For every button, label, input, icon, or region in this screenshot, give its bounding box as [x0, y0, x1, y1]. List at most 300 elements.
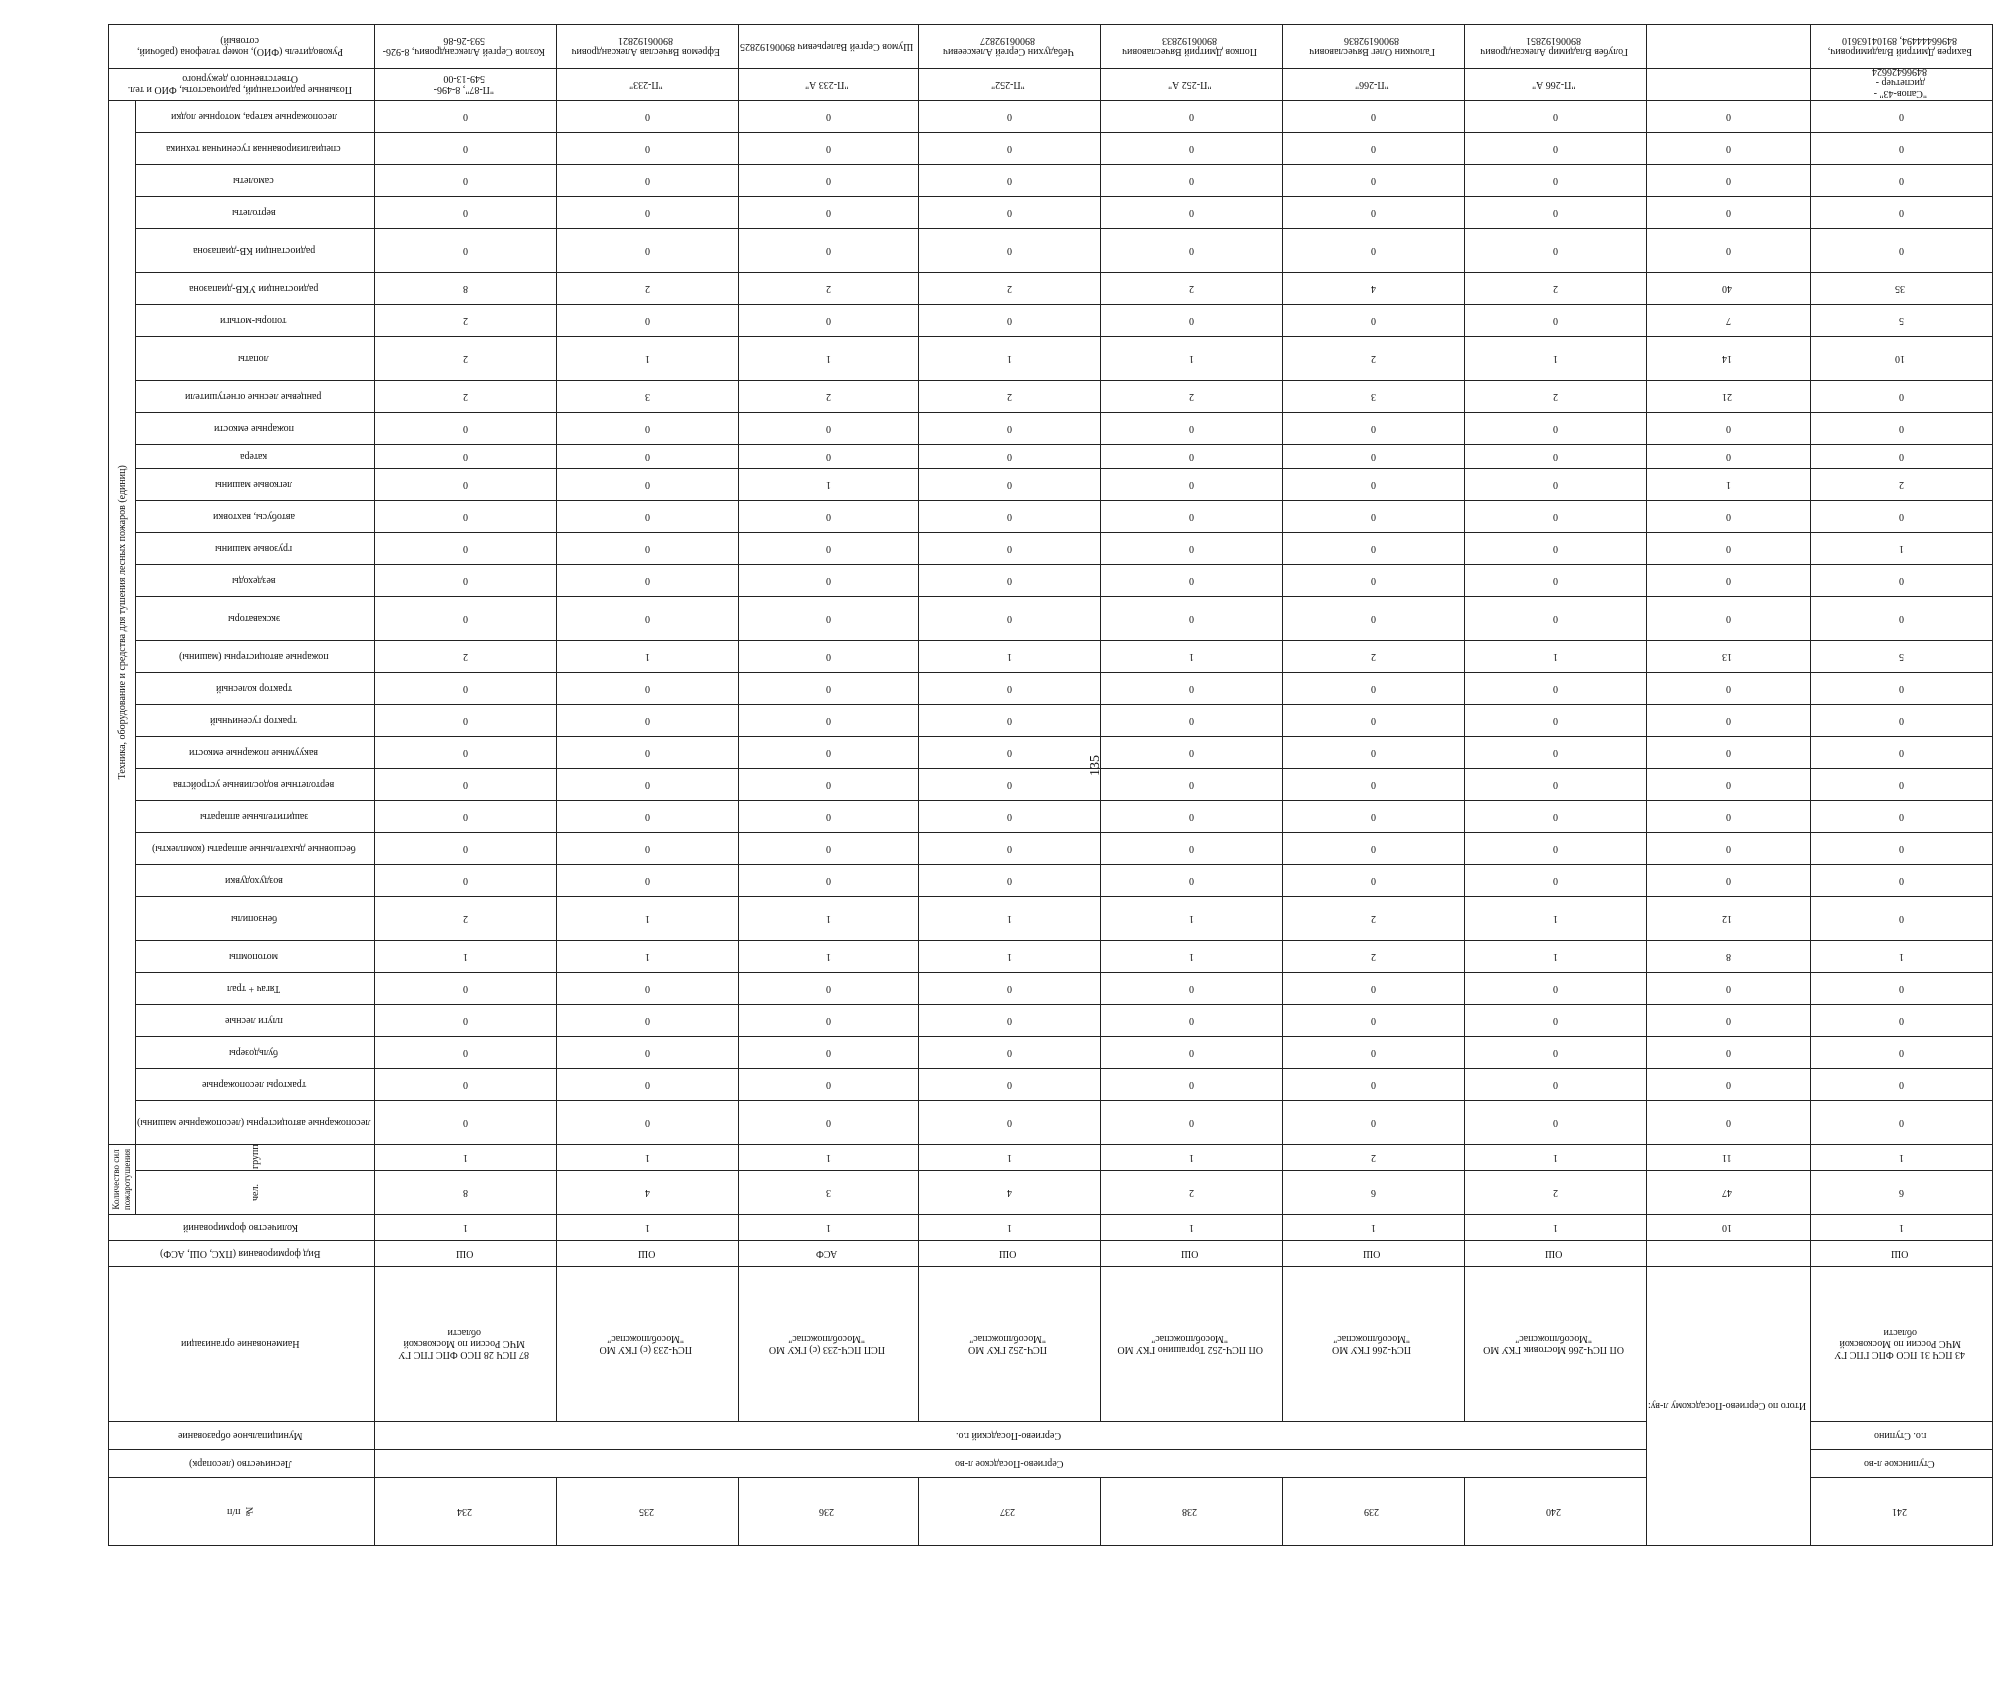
cell-tech-6	[1810, 896, 1992, 940]
cell-text: 0	[825, 842, 831, 854]
cell-tech-10	[1810, 768, 1992, 800]
cell-tech-14	[918, 640, 1100, 672]
cell-text: 0	[825, 574, 831, 586]
cell-text: 14	[1721, 352, 1732, 364]
cell-tech-26	[1282, 228, 1464, 272]
cell-text: 0	[1898, 982, 1904, 994]
cell-text: 0	[1006, 244, 1012, 256]
cell-tech-1	[918, 1068, 1100, 1100]
cell-tech-25	[1282, 272, 1464, 304]
cell-text: 0	[463, 612, 469, 624]
cell-tech-10	[1282, 768, 1464, 800]
cell-text: 1	[645, 650, 651, 662]
cell-text: 1	[463, 1222, 469, 1233]
cell-tech-6	[918, 896, 1100, 940]
cell-text: ОШ	[637, 1248, 655, 1259]
cell-text: 2	[1188, 282, 1194, 294]
cell-tech-1	[1646, 1068, 1810, 1100]
cell-text: 0	[1188, 874, 1194, 886]
cell-tech-18	[1810, 500, 1992, 532]
cell-text: 1	[1188, 912, 1194, 924]
cell-vid	[918, 1241, 1100, 1267]
cell-text: 0	[1370, 982, 1376, 994]
cell-tech-19	[1100, 468, 1282, 500]
cell-text: 0	[1006, 450, 1012, 462]
cell-chel	[1282, 1171, 1464, 1215]
cell-tech-16	[918, 564, 1100, 596]
cell-radio	[918, 68, 1100, 100]
cell-text: ПСЧ-252 ГКУ МО "Мособлпожспас"	[968, 1333, 1048, 1355]
cell-tech-17	[1282, 532, 1464, 564]
cell-text: 0	[1370, 422, 1376, 434]
cell-text: 2	[1188, 1187, 1194, 1198]
cell-text: 0	[1552, 244, 1558, 256]
cell-text: 0	[1725, 244, 1731, 256]
cell-tech-6	[1464, 896, 1646, 940]
cell-tech-21	[1282, 412, 1464, 444]
cell-tech-17	[1810, 532, 1992, 564]
cell-text: 0	[825, 206, 831, 218]
cell-text: 0	[463, 574, 469, 586]
cell-text: 4	[645, 1187, 651, 1198]
cell-vid	[1464, 1241, 1646, 1267]
cell-tech-26	[1810, 228, 1992, 272]
cell-mun	[1810, 1422, 1992, 1450]
cell-text: 0	[1552, 612, 1558, 624]
header-chel: чел.	[136, 1171, 375, 1215]
cell-text: 2	[463, 352, 469, 364]
cell-text: 238	[1182, 1506, 1198, 1517]
cell-tech-16	[557, 564, 739, 596]
cell-text: 0	[1898, 612, 1904, 624]
cell-tech-12	[375, 704, 557, 736]
cell-text: 0	[645, 206, 651, 218]
cell-text: 0	[1188, 244, 1194, 256]
cell-text: 0	[1898, 874, 1904, 886]
header-tech-27: вертолеты	[136, 196, 375, 228]
cell-text: 0	[1370, 1078, 1376, 1090]
table-row	[1100, 0, 1282, 1546]
cell-radio	[375, 68, 557, 100]
cell-text: 0	[1552, 542, 1558, 554]
header-ruk: Руководитель (ФИО), номер телефона (рабочий, сотовый)	[109, 24, 375, 68]
cell-tech-1	[1464, 1068, 1646, 1100]
cell-tech-28	[375, 164, 557, 196]
cell-tech-28	[918, 164, 1100, 196]
cell-tech-22	[375, 380, 557, 412]
cell-text: "П-266"	[1354, 78, 1389, 90]
cell-org	[1100, 1267, 1282, 1422]
cell-text: 0	[825, 746, 831, 758]
cell-tech-26	[375, 228, 557, 272]
cell-tech-17	[918, 532, 1100, 564]
cell-tech-5	[918, 940, 1100, 972]
cell-text: 0	[1898, 110, 1904, 122]
cell-tech-17	[375, 532, 557, 564]
cell-text: 0	[825, 982, 831, 994]
cell-text: 0	[463, 422, 469, 434]
cell-text: 4	[1006, 1187, 1012, 1198]
cell-tech-11	[1810, 736, 1992, 768]
cell-tech-18	[1100, 500, 1282, 532]
cell-ruk	[1464, 24, 1646, 68]
cell-tech-7	[1282, 864, 1464, 896]
cell-tech-23	[1646, 336, 1810, 380]
cell-tech-13	[1100, 672, 1282, 704]
cell-tech-8	[918, 832, 1100, 864]
cell-text: ОШ	[1544, 1248, 1563, 1259]
cell-text: ОШ	[1180, 1248, 1199, 1259]
cell-tech-11	[557, 736, 739, 768]
cell-tech-1	[375, 1068, 557, 1100]
cell-text: 1	[1552, 352, 1558, 364]
cell-tech-16	[1464, 564, 1646, 596]
cell-text: 0	[825, 1116, 831, 1128]
cell-text: 47	[1721, 1187, 1732, 1198]
cell-tech-20	[918, 444, 1100, 468]
cell-text: 1	[1188, 950, 1194, 962]
cell-text: 1	[825, 1152, 831, 1163]
cell-text: 0	[1898, 912, 1904, 924]
cell-text: 1	[1006, 1222, 1012, 1233]
cell-text: 0	[463, 982, 469, 994]
cell-total-chel	[1646, 1171, 1810, 1215]
cell-text: 0	[1006, 542, 1012, 554]
cell-tech-19	[1810, 468, 1992, 500]
cell-text: 1	[1006, 1152, 1012, 1163]
cell-text: 0	[1725, 174, 1731, 186]
cell-tech-24	[1646, 304, 1810, 336]
cell-tech-2	[1282, 1036, 1464, 1068]
cell-tech-3	[1810, 1004, 1992, 1036]
cell-text: 0	[1725, 142, 1731, 154]
cell-tech-9	[918, 800, 1100, 832]
cell-text: 0	[463, 542, 469, 554]
cell-text: 1	[645, 352, 651, 364]
cell-text: 0	[1725, 510, 1731, 522]
cell-text: 0	[1188, 612, 1194, 624]
cell-num	[1464, 1478, 1646, 1546]
cell-text: 0	[645, 874, 651, 886]
header-tech-15: экскаваторы	[136, 596, 375, 640]
cell-text: 2	[1898, 478, 1904, 490]
cell-text: Ефремов Вячеслав Александрович 89006192821	[572, 35, 721, 58]
header-tech-8: бесшовные дыхательные аппараты (комплекты)	[136, 832, 375, 864]
header-tech-17: грузовые машины	[136, 532, 375, 564]
cell-text: 0	[1898, 142, 1904, 154]
cell-text: 239	[1364, 1506, 1380, 1517]
cell-tech-29	[1282, 132, 1464, 164]
cell-text: "П-233 А"	[805, 78, 849, 90]
cell-text: 0	[1725, 422, 1731, 434]
cell-tech-13	[1646, 672, 1810, 704]
cell-text: 43 ПСЧ 31 ПСО ФПС ГПС ГУ МЧС России по Московской области	[1834, 1327, 1965, 1361]
cell-tech-21	[1464, 412, 1646, 444]
cell-lesnichestvo	[1810, 1450, 1992, 1478]
cell-tech-23	[918, 336, 1100, 380]
cell-tech-11	[375, 736, 557, 768]
cell-text: 1	[463, 950, 469, 962]
cell-text: 0	[1552, 478, 1558, 490]
cell-tech-4	[1464, 972, 1646, 1004]
cell-text: 0	[1006, 110, 1012, 122]
cell-text: 0	[1725, 982, 1731, 994]
cell-text: 1	[1188, 1152, 1194, 1163]
table-row	[1464, 0, 1646, 1546]
header-tech-18: автобусы, вахтовки	[136, 500, 375, 532]
header-tech-13: трактор колесный	[136, 672, 375, 704]
cell-tech-6	[739, 896, 918, 940]
cell-text: 2	[463, 912, 469, 924]
cell-text: "П-252 А"	[1167, 78, 1212, 90]
cell-text: 0	[1188, 1046, 1194, 1058]
cell-text: 0	[1552, 1014, 1558, 1026]
cell-text: 0	[463, 810, 469, 822]
cell-tech-10	[375, 768, 557, 800]
cell-tech-30	[918, 100, 1100, 132]
cell-text: 1	[1552, 650, 1558, 662]
cell-tech-11	[1464, 736, 1646, 768]
cell-text: ПСЧ-233 (с) ГКУ МО "Мособлпожспас"	[600, 1333, 693, 1355]
cell-tech-23	[1810, 336, 1992, 380]
cell-tech-10	[557, 768, 739, 800]
cell-text: 0	[645, 982, 651, 994]
cell-grupp	[918, 1144, 1100, 1170]
cell-text: 0	[463, 244, 469, 256]
cell-tech-21	[739, 412, 918, 444]
cell-text: 0	[1725, 612, 1731, 624]
cell-tech-11	[1100, 736, 1282, 768]
cell-org	[557, 1267, 739, 1422]
cell-tech-4	[1646, 972, 1810, 1004]
cell-text: 0	[1898, 714, 1904, 726]
cell-tech-7	[1646, 864, 1810, 896]
cell-text: 0	[1552, 810, 1558, 822]
cell-text: 0	[1188, 574, 1194, 586]
cell-text: 3	[1370, 390, 1376, 402]
cell-text: 0	[1006, 1116, 1012, 1128]
cell-text: 1	[1552, 950, 1558, 962]
cell-text: Чебадухин Сергей Алексеевич 89006192827	[942, 35, 1074, 58]
header-tech-6: бензопилы	[136, 896, 375, 940]
cell-text: 0	[463, 1116, 469, 1128]
cell-tech-15	[1646, 596, 1810, 640]
cell-text: 0	[1898, 390, 1904, 402]
cell-tech-1	[739, 1068, 918, 1100]
cell-text: 0	[645, 842, 651, 854]
cell-text: Сергиево-Посадский г.о.	[956, 1430, 1062, 1441]
cell-text: 0	[1370, 1014, 1376, 1026]
header-tech-29: специализированная гусеничная техника	[136, 132, 375, 164]
cell-text: 0	[463, 746, 469, 758]
cell-tech-12	[1810, 704, 1992, 736]
header-tech-14: пожарные автоцистерны (машины)	[136, 640, 375, 672]
cell-text: 0	[1006, 612, 1012, 624]
cell-text: 1	[1898, 1152, 1904, 1163]
cell-text: 1	[1370, 1222, 1376, 1233]
cell-text: 0	[825, 422, 831, 434]
cell-tech-24	[918, 304, 1100, 336]
cell-text: 1	[825, 1222, 831, 1233]
cell-text: 0	[825, 510, 831, 522]
cell-tech-4	[557, 972, 739, 1004]
cell-text: 0	[1006, 314, 1012, 326]
cell-text: 1	[1552, 1222, 1558, 1233]
cell-text: 0	[1898, 682, 1904, 694]
cell-text: 1	[1725, 478, 1731, 490]
cell-text: "Сапов-43" - диспетчер - 84966426624	[1872, 65, 1928, 99]
cell-text: 35	[1894, 282, 1905, 294]
cell-text: 1	[1898, 1222, 1904, 1233]
cell-vid	[739, 1241, 918, 1267]
cell-tech-3	[739, 1004, 918, 1036]
cell-tech-29	[1464, 132, 1646, 164]
cell-tech-7	[375, 864, 557, 896]
cell-grupp	[375, 1144, 557, 1170]
cell-text: 0	[1552, 206, 1558, 218]
cell-tech-5	[739, 940, 918, 972]
cell-text: 0	[1725, 1014, 1731, 1026]
cell-text: 0	[1006, 982, 1012, 994]
header-tech-25: радиостанции УКВ-диапазона	[136, 272, 375, 304]
cell-tech-4	[918, 972, 1100, 1004]
cell-tech-28	[1646, 164, 1810, 196]
cell-text: 1	[645, 1152, 651, 1163]
cell-ruk	[557, 24, 739, 68]
cell-text: 0	[825, 142, 831, 154]
cell-text: 237	[1000, 1506, 1016, 1517]
cell-text: 6	[1370, 1187, 1376, 1198]
cell-chel	[1100, 1171, 1282, 1215]
cell-text: 0	[1006, 510, 1012, 522]
cell-tech-11	[918, 736, 1100, 768]
cell-text: 4	[1370, 282, 1376, 294]
cell-text: Козлов Сергей Александрович, 8-926-593-26-86	[383, 35, 546, 58]
cell-tech-14	[1810, 640, 1992, 672]
cell-text: 0	[825, 874, 831, 886]
cell-chel	[918, 1171, 1100, 1215]
cell-text: Шумов Сергей Валерьевич 89006192825	[740, 40, 914, 52]
cell-text: 0	[1552, 982, 1558, 994]
cell-tech-22	[1646, 380, 1810, 412]
cell-text: "П-87", 8-496-549-13-00	[434, 73, 495, 96]
cell-tech-7	[739, 864, 918, 896]
cell-text: 0	[1370, 1116, 1376, 1128]
cell-text: 235	[638, 1506, 654, 1517]
cell-text: 1	[825, 950, 831, 962]
cell-text: 21	[1721, 390, 1732, 402]
header-tech-20: катера	[136, 444, 375, 468]
cell-text: ПСП ПСЧ-233 (с) ГКУ МО "Мособлпожспас"	[768, 1333, 885, 1355]
cell-text: 0	[463, 510, 469, 522]
cell-tech-26	[557, 228, 739, 272]
cell-text: 0	[1725, 842, 1731, 854]
cell-tech-10	[1464, 768, 1646, 800]
cell-text: 0	[1370, 314, 1376, 326]
table-row-total	[1646, 0, 1810, 1546]
cell-tech-12	[918, 704, 1100, 736]
cell-tech-22	[1100, 380, 1282, 412]
table-row	[1282, 0, 1464, 1546]
cell-text: 0	[825, 314, 831, 326]
cell-text: 0	[1552, 174, 1558, 186]
cell-text: 1	[1006, 352, 1012, 364]
cell-tech-13	[557, 672, 739, 704]
cell-text: 0	[1725, 1078, 1731, 1090]
cell-tech-8	[1646, 832, 1810, 864]
header-row-groups	[109, 0, 136, 1546]
cell-tech-20	[1100, 444, 1282, 468]
cell-tech-5	[1100, 940, 1282, 972]
cell-text: 0	[1552, 110, 1558, 122]
cell-text: ОШ	[455, 1248, 473, 1259]
cell-tech-29	[1646, 132, 1810, 164]
cell-tech-11	[1646, 736, 1810, 768]
cell-tech-2	[1464, 1036, 1646, 1068]
cell-text: 2	[825, 390, 831, 402]
cell-tech-29	[557, 132, 739, 164]
cell-text: 240	[1546, 1506, 1562, 1517]
header-radio: Позывные радиостанций, радиочастоты, ФИО и тел. Ответственного дежурного	[109, 68, 375, 100]
cell-tech-14	[375, 640, 557, 672]
cell-ruk	[1282, 24, 1464, 68]
cell-tech-12	[739, 704, 918, 736]
cell-text: 0	[1898, 1116, 1904, 1128]
cell-tech-4	[739, 972, 918, 1004]
header-tech-21: пожарные емкости	[136, 412, 375, 444]
cell-text: 0	[463, 682, 469, 694]
cell-tech-30	[739, 100, 918, 132]
cell-text: 0	[463, 1046, 469, 1058]
cell-text: Бахирев Дмитрий Владимирович, 84966444494, 89104163610	[1827, 35, 1972, 58]
cell-tech-14	[1464, 640, 1646, 672]
cell-text: 0	[1006, 810, 1012, 822]
cell-tech-0	[1100, 1100, 1282, 1144]
cell-tech-21	[1646, 412, 1810, 444]
cell-tech-21	[1100, 412, 1282, 444]
cell-text: 87 ПСЧ 28 ПСО ФПС ГПС ГУ МЧС России по Московской области	[399, 1327, 530, 1361]
cell-text: 0	[645, 450, 651, 462]
cell-text: 0	[1552, 714, 1558, 726]
cell-text: 0	[463, 778, 469, 790]
cell-tech-0	[557, 1100, 739, 1144]
cell-text: 0	[1725, 810, 1731, 822]
cell-text: 0	[1006, 142, 1012, 154]
cell-text: 0	[1725, 778, 1731, 790]
header-kolvo-form: Количество формирований	[109, 1215, 375, 1241]
cell-kolvo-form	[739, 1215, 918, 1241]
cell-tech-18	[918, 500, 1100, 532]
cell-text: 0	[1370, 542, 1376, 554]
cell-tech-22	[557, 380, 739, 412]
cell-tech-13	[1282, 672, 1464, 704]
cell-text: 0	[645, 810, 651, 822]
cell-tech-13	[739, 672, 918, 704]
cell-tech-6	[1282, 896, 1464, 940]
cell-text: 0	[645, 510, 651, 522]
cell-tech-3	[1464, 1004, 1646, 1036]
cell-tech-26	[918, 228, 1100, 272]
cell-tech-3	[1282, 1004, 1464, 1036]
cell-text: 0	[1188, 478, 1194, 490]
cell-text: 0	[825, 174, 831, 186]
cell-tech-19	[1646, 468, 1810, 500]
header-tech-1: тракторы лесопожарные	[136, 1068, 375, 1100]
cell-text: Галочкин Олег Вячеславович 89006192836	[1308, 35, 1435, 58]
cell-tech-0	[375, 1100, 557, 1144]
cell-org	[375, 1267, 557, 1422]
cell-tech-25	[1810, 272, 1992, 304]
